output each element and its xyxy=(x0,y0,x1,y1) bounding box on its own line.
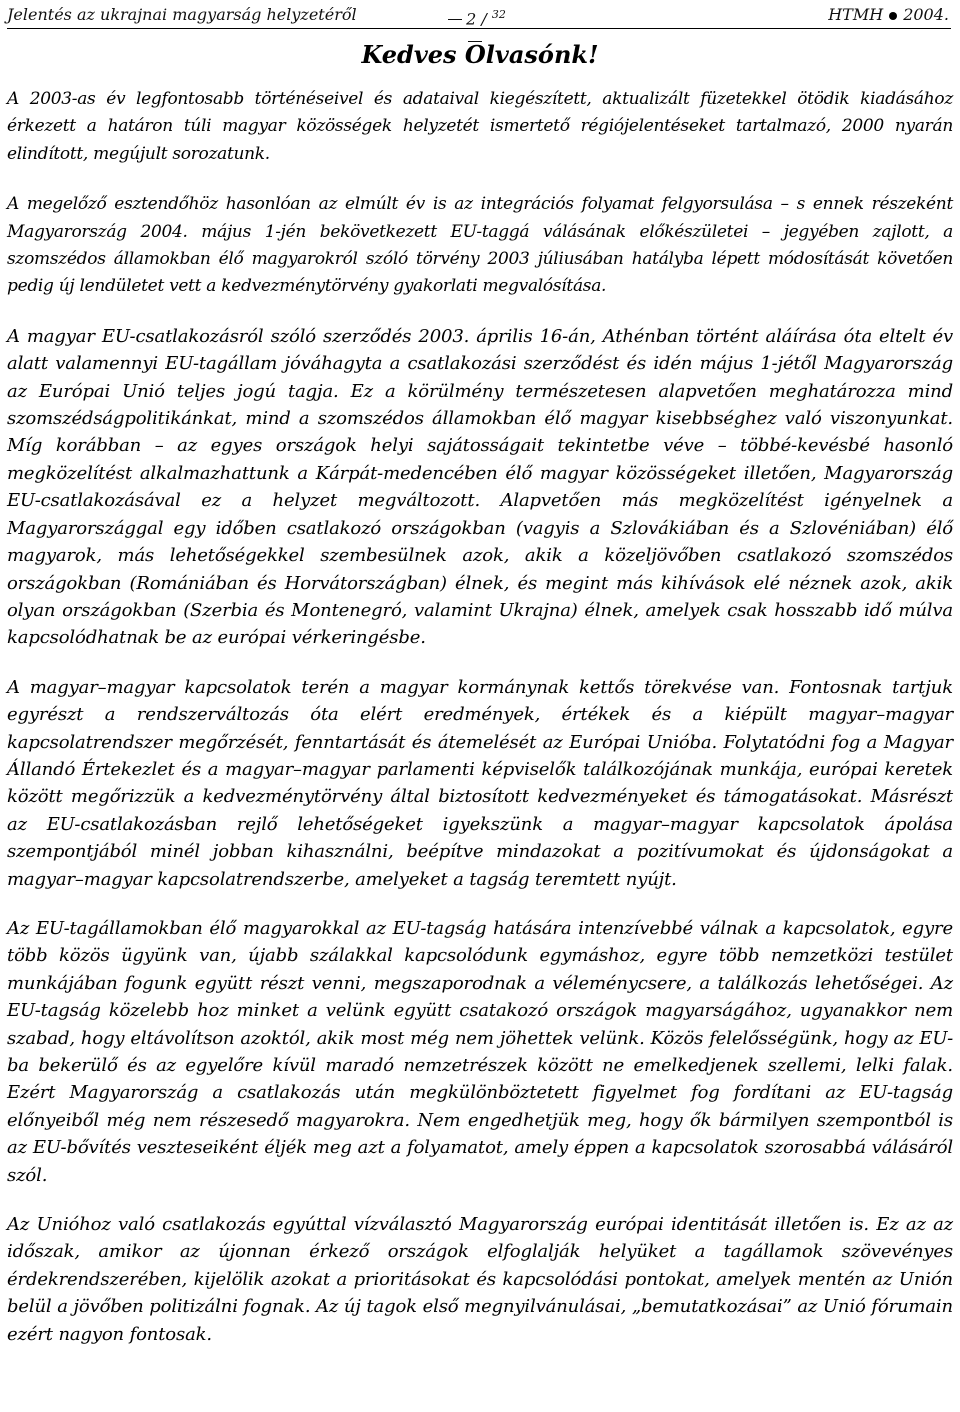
page-number-total: 32 xyxy=(491,8,506,21)
header-year: 2004. xyxy=(903,5,949,24)
header-publisher-name: HTMH xyxy=(828,5,884,24)
document-body xyxy=(7,86,953,1348)
paragraph: A magyar EU-csatlakozásról szóló szerződés 2003. április 16-án, Athénban történt aláírása óta eltelt év alatt valamennyi EU-tagállam jóváhagyta a csatlakozási szerződést és idén május 1-jétől Magyarország az Európai Unió teljes jogú tagja. Ez a körülmény természetesen alapvetően meghatározza mind szomszédságpolitikánkat, mind a szomszédos államokban élő magyar kisebbséghez való viszonyunkat. Míg korábban – az egyes országok helyi sajátosságait tekintetbe véve – többé-kevésbé hasonló megközelítést alkalmazhattunk a Kárpát-medencében élő magyar közösségeket illetően, Magyarország EU-csatlakozásával ez a helyzet megváltozott. Alapvetően más megközelítést igényelnek a Magyarországgal egy időben csatlakozó országokban (vagyis a Szlovákiában és a Szlovéniában) élő magyarok, más lehetőségekkel szembesülnek azok, akik a közeljövőben csatlakozó szomszédos országokban (Romániában és Horvátországban) élnek, és megint más kihívások elé néznek azok, akik olyan országokban (Szerbia és Montenegró, valamint Ukrajna) élnek, amelyek csak hosszabb idő múlva kapcsolódhatnak be az európai vérkeringésbe. xyxy=(7,325,953,649)
paragraph: A magyar–magyar kapcsolatok terén a magyar kormánynak kettős törekvése van. Fontosnak tartjuk egyrészt a rendszerváltozás óta elért eredmények, értékek és a kiépült magyar–magyar kapcsolatrendszer megőrzését, fenntartását és átemelését az Európai Unióba. Folytatódni fog a Magyar Állandó Értekezlet és a magyar–magyar parlamenti képviselők találkozójának munkája, európai keretek között megőrizzük a kedvezménytörvény által biztosított kedvezményeket és támogatásokat. Másrészt az EU-csatlakozásban rejlő lehetőségeket igyekszünk a magyar–magyar kapcsolatok ápolása szempontjából minél jobban kihasználni, beépítve mindazokat a pozitívumokat és újdonságokat a magyar–magyar kapcsolatrendszerbe, amelyeket a tagság teremtett nyújt. xyxy=(7,676,953,890)
header-publisher xyxy=(828,4,949,26)
page-number-separator: / xyxy=(481,9,487,29)
header-rule xyxy=(7,28,951,29)
paragraph: A 2003-as év legfontosabb történéseivel és adataival kiegészített, aktualizált füzetekkel ötödik kiadásához érkezett a határon túli magyar közösségek helyzetét ismertető régiójelentéseket tartalmazó, 2000 nyarán elindított, megújult sorozatunk. xyxy=(7,89,953,164)
header-document-title: Jelentés az ukrajnai magyarság helyzetéről xyxy=(7,5,357,24)
running-header xyxy=(7,4,951,28)
page-number-left-dash xyxy=(448,19,462,20)
bullet-icon xyxy=(889,12,897,20)
paragraph: A megelőző esztendőhöz hasonlóan az elmúlt év is az integrációs folyamat felgyorsulása – s ennek részeként Magyarország 2004. május 1-jén bekövetkezett EU-taggá válásának előkészületei – jegyében zajlott, a szomszédos államokban élő magyarokról szóló törvény 2003 júliusában hatályba lépett módosítását követően pedig új lendületet vett a kedvezménytörvény gyakorlati megvalósítása. xyxy=(7,194,953,297)
page-number-current: 2 xyxy=(466,9,477,29)
page-title: Kedves Olvasónk! xyxy=(361,40,599,69)
paragraph: Az Unióhoz való csatlakozás egyúttal vízválasztó Magyarország európai identitását illetően is. Ez az az időszak, amikor az újonnan érkező országok elfoglalják helyüket a tagállamok szövevényes érdekrendszerében, kijelölik azokat a prioritásokat és kapcsolódási pontokat, amelyek mentén az Unión belül a jövőben politizálni fognak. Az új tagok első megnyilvánulásai, „bemutatkozásai” az Unió fórumain ezért nagyon fontosak. xyxy=(7,1214,953,1345)
paragraph: Az EU-tagállamokban élő magyarokkal az EU-tagság hatására intenzívebbé válnak a kapcsolatok, egyre több közös ügyünk van, újabb szálakkal kapcsolódunk egymáshoz, egyre több nemzetközi testület munkájában fogunk együtt részt venni, megszaporodnak a véleménycsere, a találkozás lehetőségei. Az EU-tagság közelebb hoz minket a velünk együtt csatakozó országok magyarságához, ugyanakkor nem szabad, hogy eltávolítson azoktól, akik most még nem jöhettek velünk. Közös felelősségünk, hogy az EU-ba bekerülő és az egyelőre kívül maradó nemzetrészek között ne emelkedjenek szellemi, lelki falak. Ezért Magyarország a csatlakozás után megkülönböztetett figyelmet fog fordítani az EU-tagság előnyeiből még nem részesedő magyarokra. Nem engedhetjük meg, hogy ők bármilyen szempontból is az EU-bővítés veszteseiként éljék meg azt a folyamatot, amely éppen a kapcsolatok szorosabbá válásáról szól. xyxy=(7,917,953,1186)
